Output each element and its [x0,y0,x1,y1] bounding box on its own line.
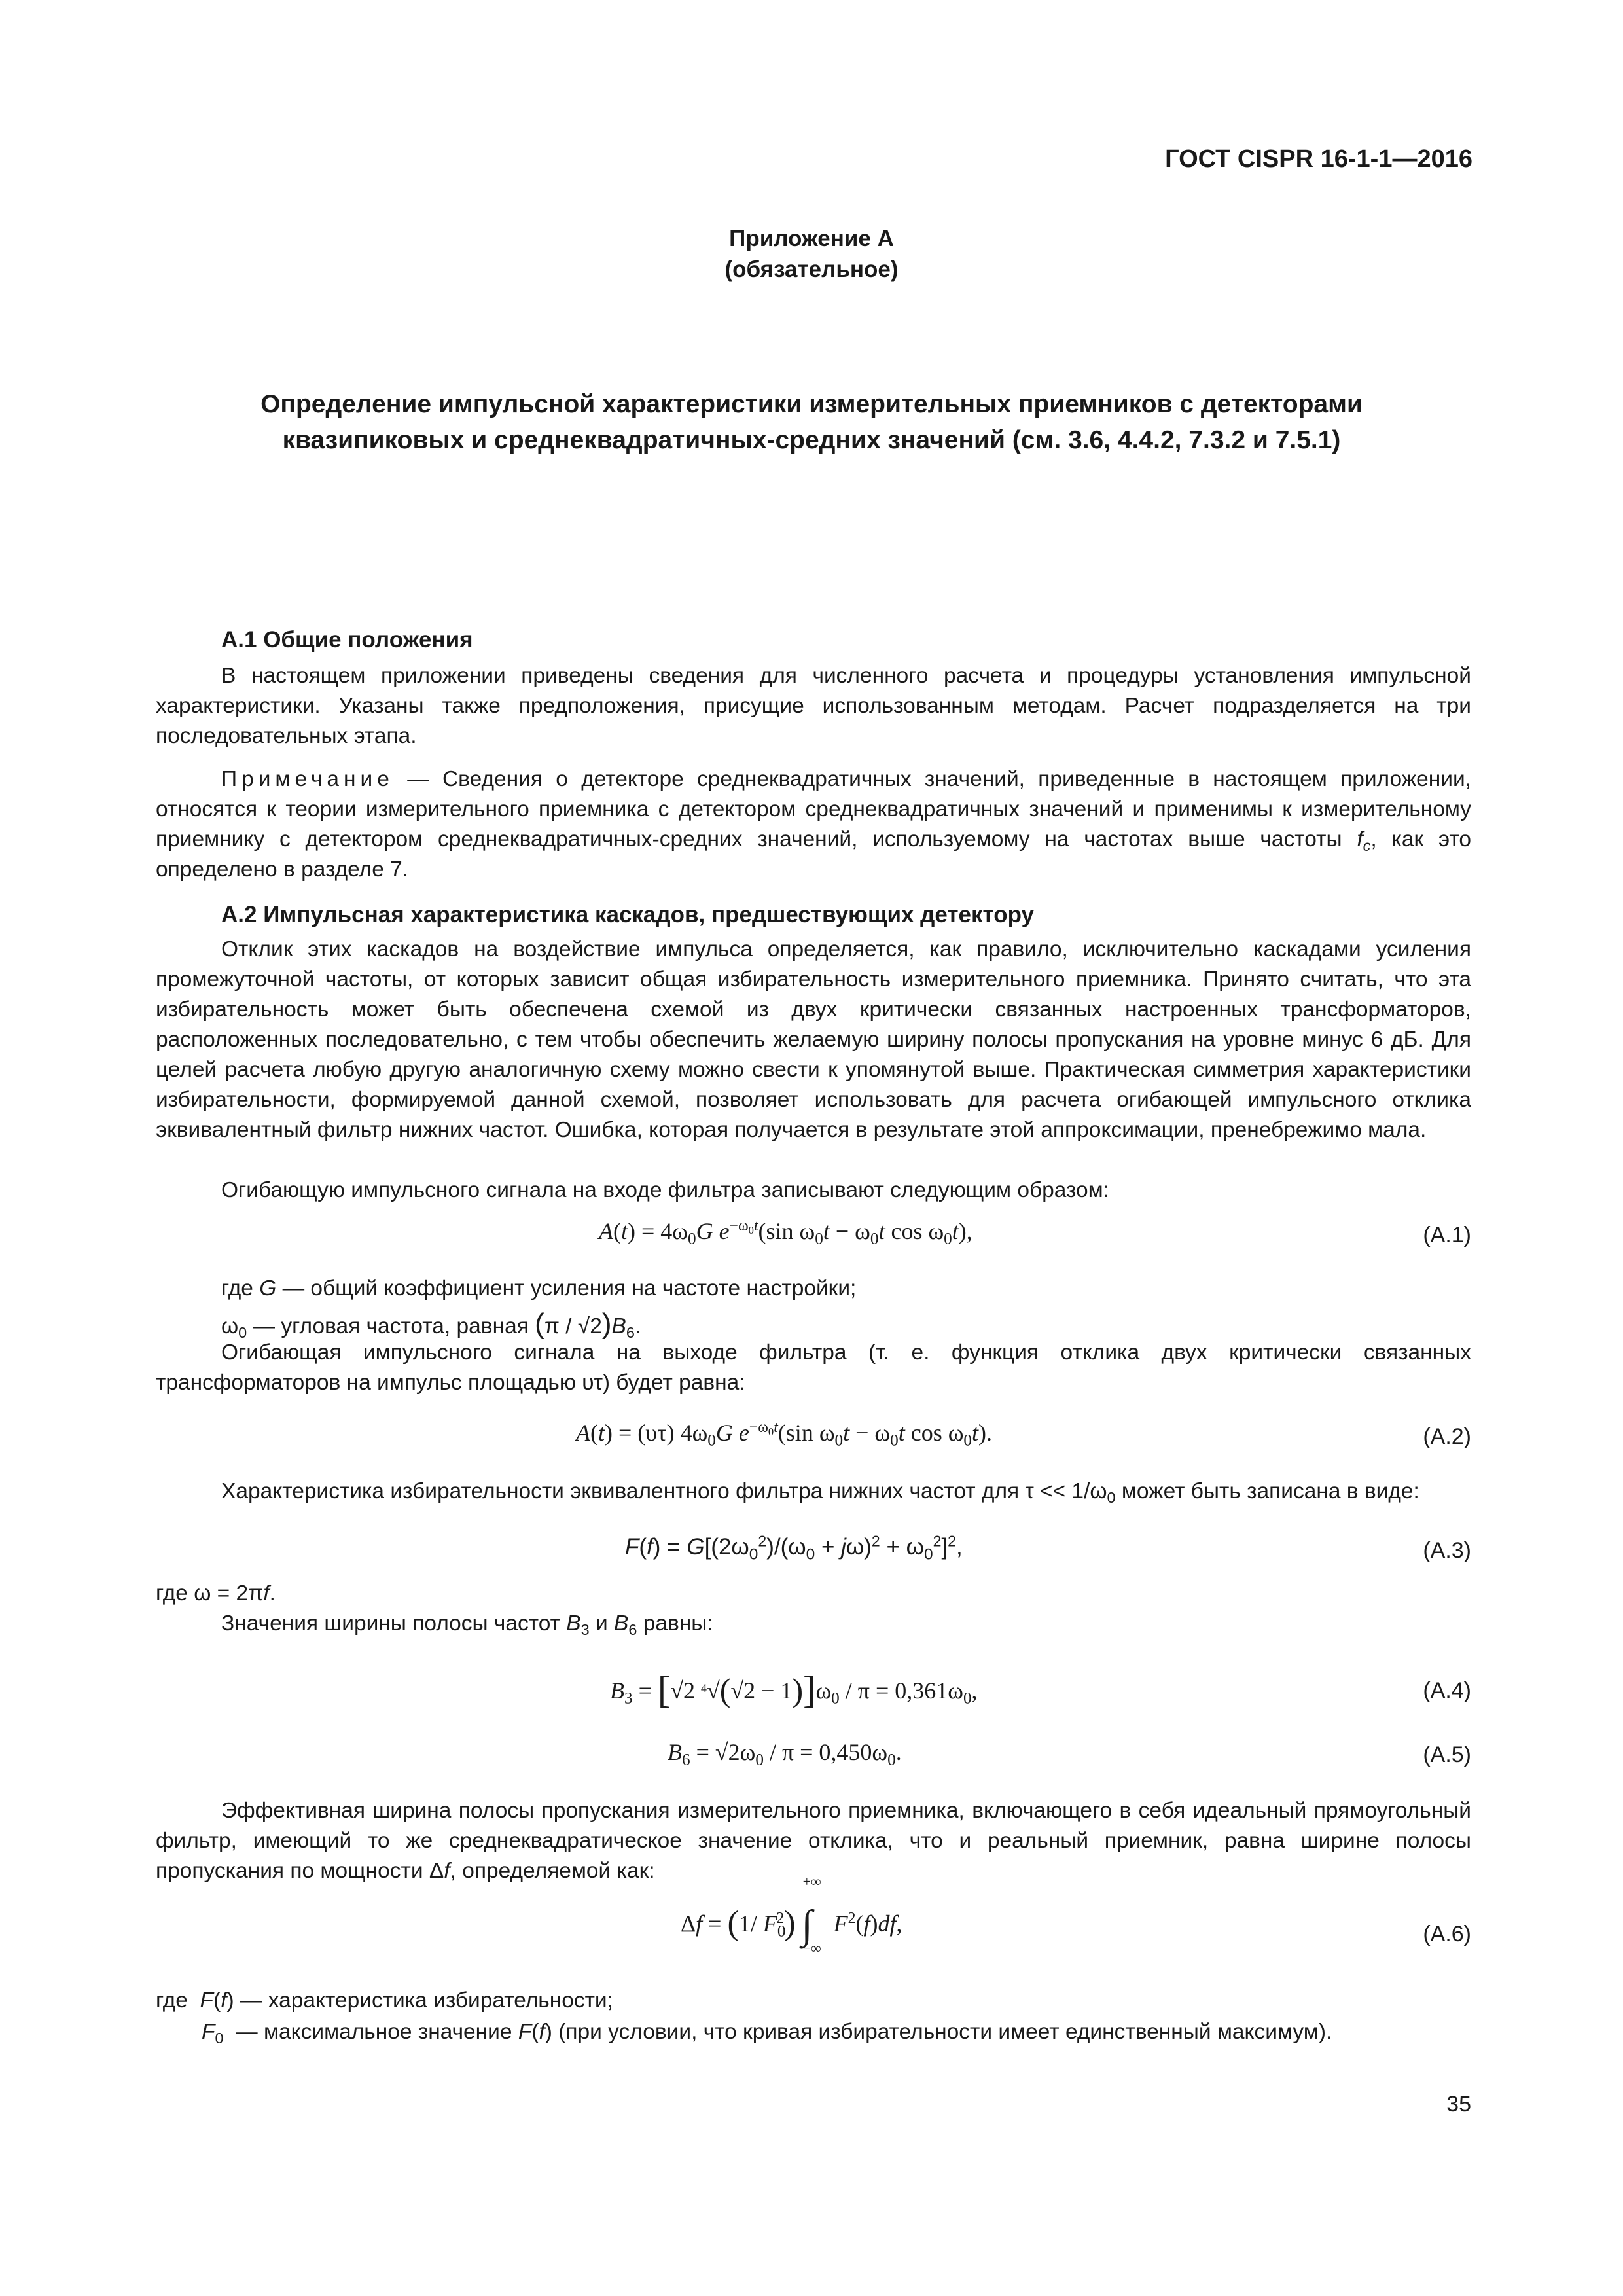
output-envelope-paragraph [156,1338,1471,1398]
equation-a6: Δf = (1/ $F_0^2$) +∞ ∫ −∞ $F^2(f)df$, [681,1873,902,1956]
where-g-definition: где G — общий коэффициент усиления на частоте настройки; [221,1276,857,1300]
note-paragraph [156,764,1471,885]
bandwidth-intro: Значения ширины полосы частот $B_3$ и $B_6$ равны: [221,1611,713,1639]
equation-a3: $F(f) = G[(2\omega_0^2)/(\omega_0 + j\omega)^2 + \omega_0^2]^2$, [625,1532,963,1564]
section-a1-heading: А.1 Общие положения [221,627,473,653]
selectivity-paragraph: Характеристика избирательности эквивалентного фильтра нижних частот для $\tau << 1/\omega_0$ может быть записана в виде: [221,1479,1419,1507]
envelope-intro: Огибающую импульсного сигнала на входе фильтра записывают следующим образом: [221,1178,1109,1202]
where-f-definition: где F(f) — характеристика избирательности; [156,1988,613,2013]
appendix-status: (обязательное) [724,257,899,282]
section-a1-paragraph [156,661,1471,751]
equation-a4-number: (А.4) [1423,1678,1471,1703]
equation-a2-number: (А.2) [1423,1424,1471,1449]
equation-a1: $A(t) = 4\omega_0G$ $e^{-\omega_0t}(\sin$ $\omega_0t - \omega_0t$ $\cos \omega_0t$), [599,1217,972,1248]
equation-a2: A(t) = (υτ) $4\omega_0G$ $e^{-\omega_0t}(\sin$ $\omega_0t - \omega_0t$ $\cos \omega_0t$). [576,1418,993,1450]
equation-a1-number: (А.1) [1423,1223,1471,1247]
title-line-2: квазипиковых и среднеквадратичных-средних значений (см. 3.6, 4.4.2, 7.3.2 и 7.5.1) [282,426,1341,454]
a1-para-text: В настоящем приложении приведены сведения для численного расчета и процедуры установления импульсной характеристики. Указаны также предположения, присущие использованным методам. Расчет подразделяется на три последовательных этапа. [156,664,1471,748]
equation-a5: $B_6 = √2\omega_0 / \pi = 0,450\omega_0$. [668,1739,902,1769]
effective-bandwidth-paragraph: Эффективная ширина полосы пропускания измерительного приемника, включающего в себя идеальный прямоугольный фильтр, имеющий то же среднеквадратическое значение отклика, что и реальный приемник, равна ширине полосы пропускания по мощности Δf, определяемой как: [156,1799,1471,1883]
where-omega: где ω = 2πf. [156,1581,276,1605]
output-envelope-text: Огибающая импульсного сигнала на выходе фильтра (т. е. функция отклика двух критически связанных трансформаторов на импульс площадью υτ) будет равна: [156,1340,1471,1395]
note-label: Примечание [221,767,394,791]
note-fc: f [1357,827,1363,852]
a2-para-text: Отклик этих каскадов на воздействие импульса определяется, как правило, исключительно каскадами усиления промежуточной частоты, от которых зависит общая избирательность измерительного приемника. Принято считать, что эта избирательность может быть обеспечена схемой из двух критически связанных настроенных трансформаторов, расположенных последовательно, с тем чтобы обеспечить желаемую ширину полосы пропускания на уровне минус 6 дБ. Для целей расчета любую другую аналогичную схему можно свести к упомянутой выше. Практическая симметрия характеристики избирательности, формируемой данной схемой, позволяет использовать для расчета огибающей импульсного отклика эквивалентный фильтр нижних частот. Ошибка, которая получается в результате этой аппроксимации, пренебрежимо мала. [156,937,1471,1142]
omega0-definition: $\omega_0$ — угловая частота, равная $(\pi / √2)B_6$. [221,1308,641,1342]
equation-a4: $B_3 = [√2$ $^4√(√2 - 1)]\omega_0 / \pi = 0,361\omega_0$, [610,1668,978,1711]
standard-header: ГОСТ CISPR 16-1-1—2016 [1165,145,1472,173]
equation-a6-number: (А.6) [1423,1922,1471,1946]
equation-a3-number: (А.3) [1423,1538,1471,1563]
note-text: — Сведения о детекторе среднеквадратичных значений, приведенные в настоящем приложении, относятся к теории измерительного приемника с детектором среднеквадратичных значений и применимы к измерительному приемнику с детектором среднеквадратичных-средних значений, используемому на частотах выше частоты [156,767,1471,852]
section-a2-heading: А.2 Импульсная характеристика каскадов, предшествующих детектору [221,902,1034,927]
note-end: , как это определено в разделе 7. [156,827,1471,882]
appendix-title [0,386,1623,458]
section-a2-paragraph [156,935,1471,1145]
note-fc-sub: c [1363,837,1371,855]
page-number: 35 [1446,2092,1471,2117]
title-line-1: Определение импульсной характеристики измерительных приемников с детекторами [260,390,1363,418]
appendix-label: Приложение А [729,226,894,251]
equation-a5-number: (А.5) [1423,1742,1471,1767]
where-f0-definition: $F_0$ — максимальное значение F(f) (при условии, что кривая избирательности имеет единственный максимум). [202,2020,1332,2047]
